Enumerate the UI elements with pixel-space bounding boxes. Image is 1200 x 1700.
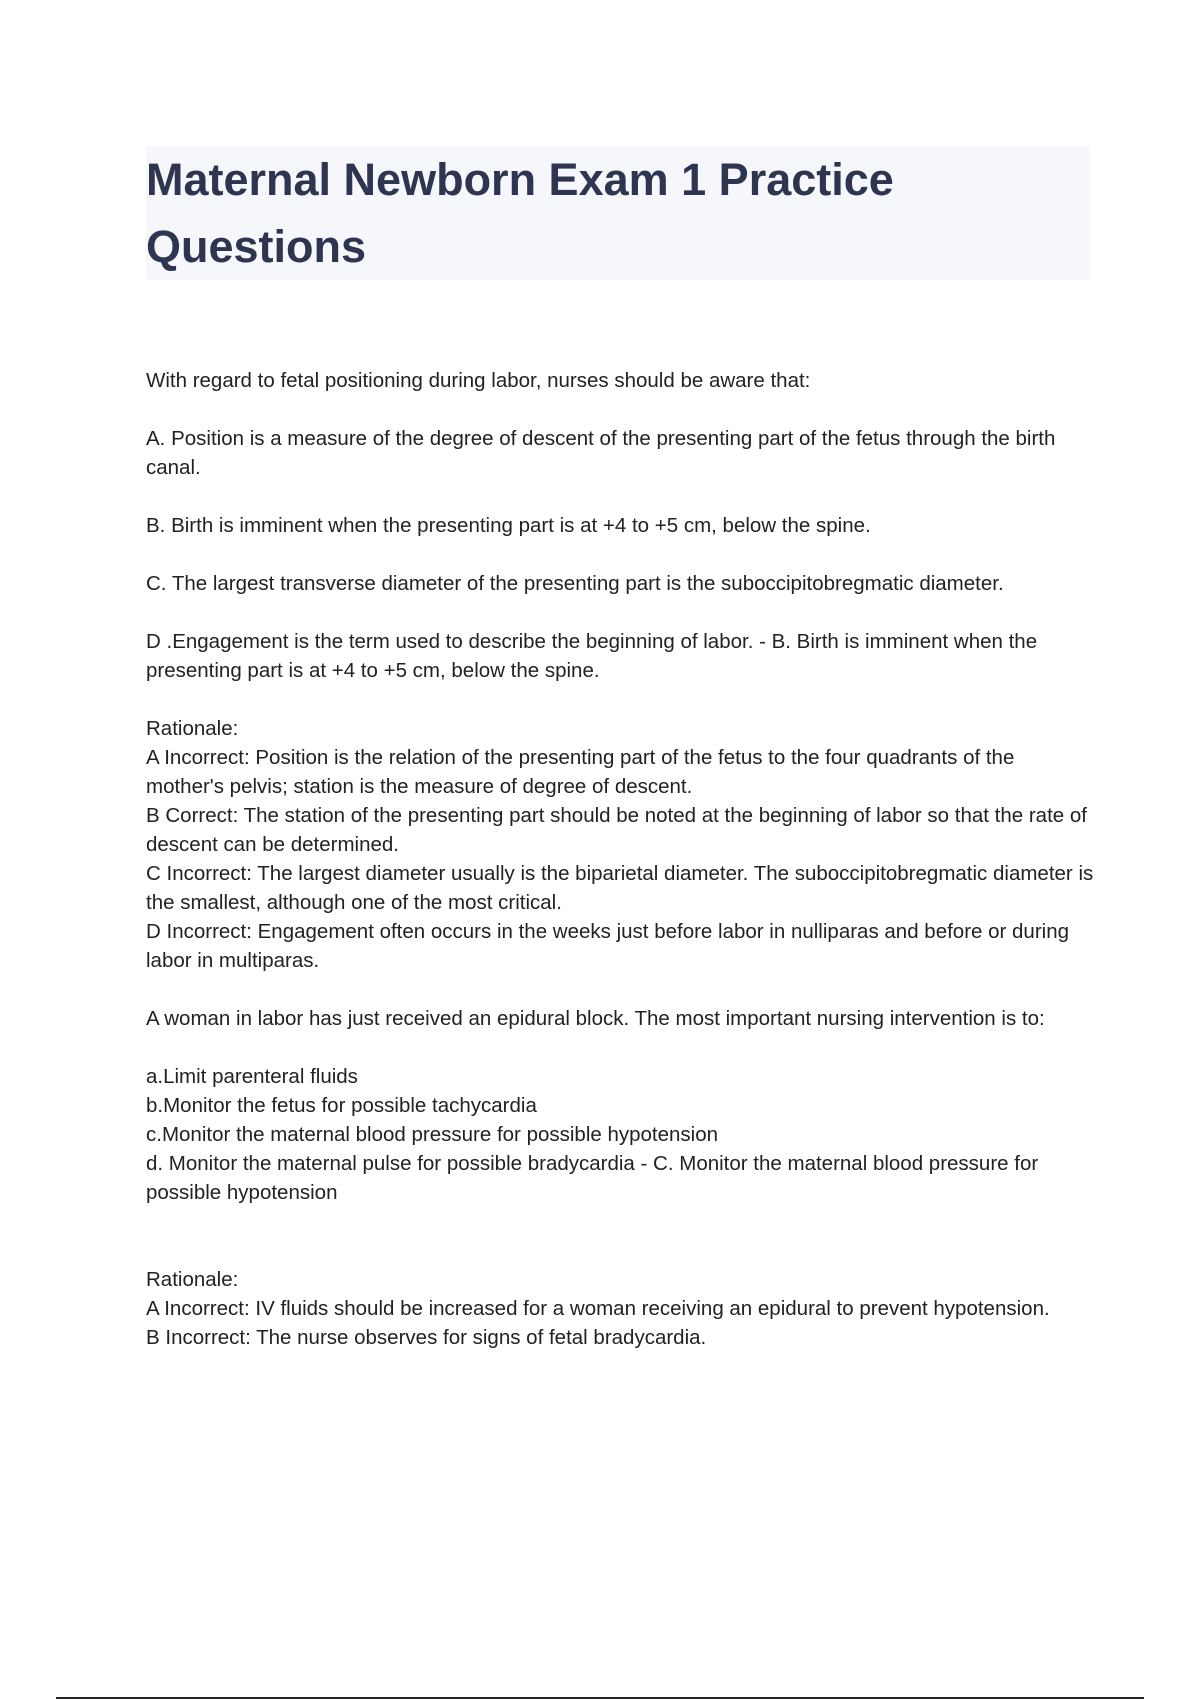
question-2-option-c: c.Monitor the maternal blood pressure for possible hypotension [146, 1123, 719, 1146]
question-1-option-a: A. Position is a measure of the degree of descent of the presenting part of the fetus through the birth canal. [146, 427, 1056, 479]
document-body [146, 366, 1096, 1352]
question-2-rationale-label: Rationale: [146, 1268, 239, 1291]
title-banner [146, 146, 1090, 280]
question-1-rationale-label: Rationale: [146, 717, 239, 740]
question-2-stem: A woman in labor has just received an epidural block. The most important nursing intervention is to: [146, 1007, 1045, 1030]
question-1-option-c: C. The largest transverse diameter of the presenting part is the suboccipitobregmatic diameter. [146, 572, 1004, 595]
question-2-option-d: d. Monitor the maternal pulse for possible bradycardia - C. Monitor the maternal blood pressure for possible hypotension [146, 1152, 1039, 1204]
question-2-rationale-b: B Incorrect: The nurse observes for signs of fetal bradycardia. [146, 1326, 707, 1349]
question-2-rationale-a: A Incorrect: IV fluids should be increased for a woman receiving an epidural to prevent hypotension. [146, 1297, 1050, 1320]
question-2-option-a: a.Limit parenteral fluids [146, 1065, 358, 1088]
footer-divider [56, 1697, 1144, 1699]
question-1-rationale-a: A Incorrect: Position is the relation of the presenting part of the fetus to the four quadrants of the mother's pelvis; station is the measure of degree of descent. [146, 746, 1015, 798]
question-1-rationale-d: D Incorrect: Engagement often occurs in the weeks just before labor in nulliparas and before or during labor in multiparas. [146, 920, 1070, 972]
question-1-stem: With regard to fetal positioning during labor, nurses should be aware that: [146, 369, 811, 392]
question-2-option-b: b.Monitor the fetus for possible tachycardia [146, 1094, 537, 1117]
question-1-option-d: D .Engagement is the term used to describe the beginning of labor. - B. Birth is imminent when the presenting part is at +4 to +5 cm, below the spine. [146, 630, 1038, 682]
question-1-option-b: B. Birth is imminent when the presenting part is at +4 to +5 cm, below the spine. [146, 514, 871, 537]
question-1-rationale-b: B Correct: The station of the presenting part should be noted at the beginning of labor so that the rate of descent can be determined. [146, 804, 1087, 856]
page-title: Maternal Newborn Exam 1 Practice Questions [146, 154, 894, 272]
question-1-rationale-c: C Incorrect: The largest diameter usually is the biparietal diameter. The suboccipitobregmatic diameter is the smallest, although one of the most critical. [146, 862, 1094, 914]
